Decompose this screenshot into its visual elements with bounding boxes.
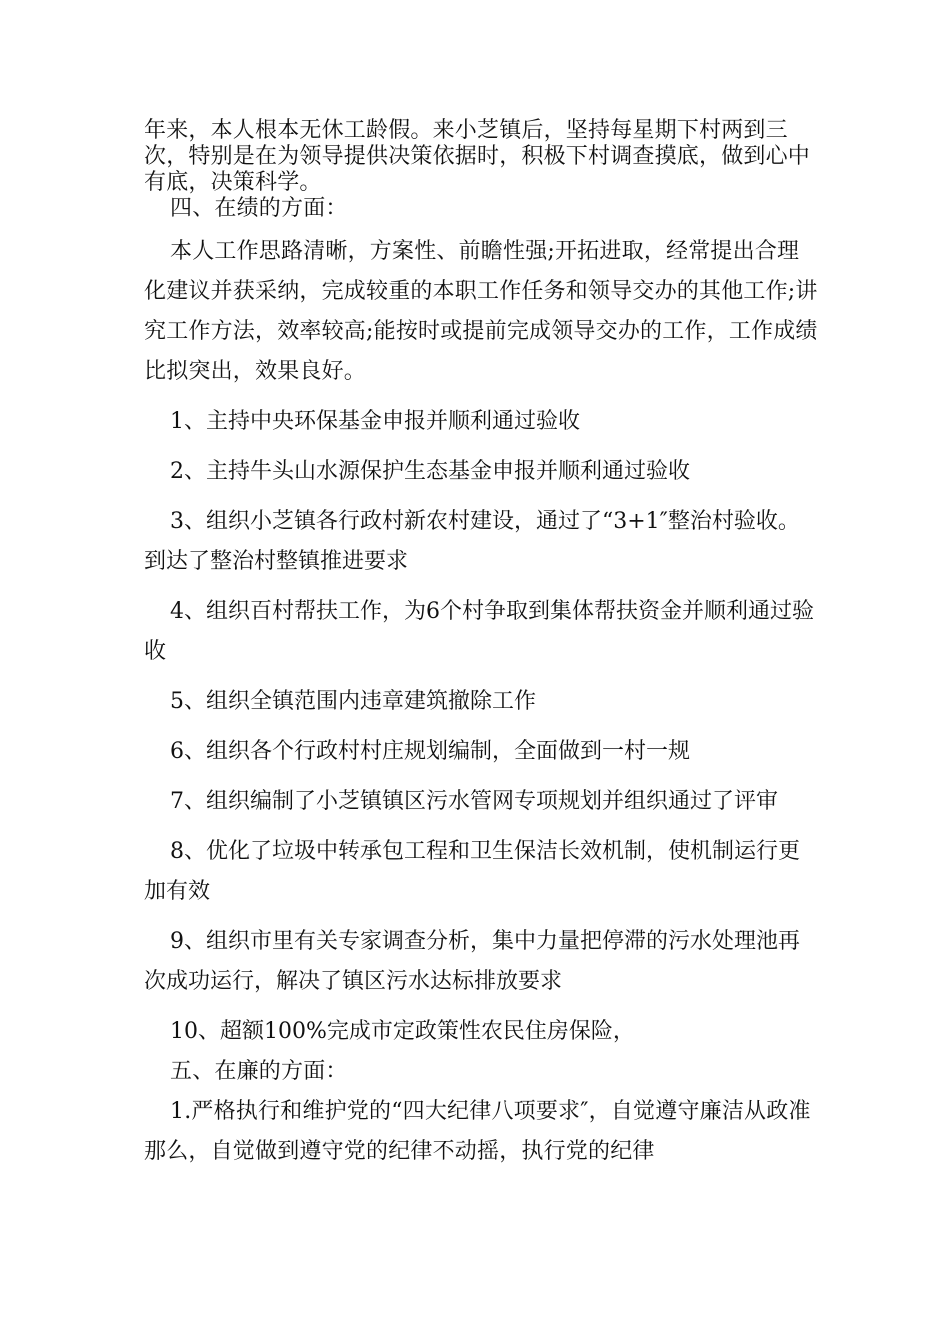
- achievement-item: 6、组织各个行政村村庄规划编制，全面做到一村一规: [170, 739, 690, 764]
- achievement-item: 8、优化了垃圾中转承包工程和卫生保洁长效机制，使机制运行更加有效: [144, 839, 800, 904]
- achievement-item: 3、组织小芝镇各行政村新农村建设，通过了“3+1″整治村验收。到达了整治村整镇推进要求: [144, 509, 800, 574]
- section-heading-performance: 四、在绩的方面：: [170, 196, 348, 221]
- achievement-item: 1、主持中央环保基金申报并顺利通过验收: [170, 409, 580, 434]
- achievement-item: 7、组织编制了小芝镇镇区污水管网专项规划并组织通过了评审: [170, 789, 778, 814]
- section-heading-integrity: 五、在廉的方面：: [170, 1059, 348, 1084]
- achievement-item: 9、组织市里有关专家调查分析，集中力量把停滞的污水处理池再次成功运行，解决了镇区污水达标排放要求: [144, 929, 800, 994]
- paragraph-performance: 本人工作思路清晰，方案性、前瞻性强;开拓进取，经常提出合理化建议并获采纳，完成较重的本职工作任务和领导交办的其他工作;讲究工作方法，效率较高;能按时或提前完成领导交办的工作，工作成绩比拟突出，效果良好。: [144, 239, 818, 384]
- paragraph-integrity: 1.严格执行和维护党的“四大纪律八项要求″，自觉遵守廉洁从政准那么，自觉做到遵守党的纪律不动摇，执行党的纪律: [144, 1099, 811, 1164]
- paragraph-intro: 年来，本人根本无休工龄假。来小芝镇后，坚持每星期下村两到三次，特别是在为领导提供决策依据时，积极下村调查摸底，做到心中有底，决策科学。: [144, 118, 811, 195]
- document-page: [144, 118, 820, 1172]
- achievement-item: 10、超额100%完成市定政策性农民住房保险，: [170, 1019, 635, 1044]
- achievement-item: 2、主持牛头山水源保护生态基金申报并顺利通过验收: [170, 459, 690, 484]
- achievement-item: 4、组织百村帮扶工作，为6个村争取到集体帮扶资金并顺利通过验收: [144, 599, 814, 664]
- achievement-item: 5、组织全镇范围内违章建筑撤除工作: [170, 689, 536, 714]
